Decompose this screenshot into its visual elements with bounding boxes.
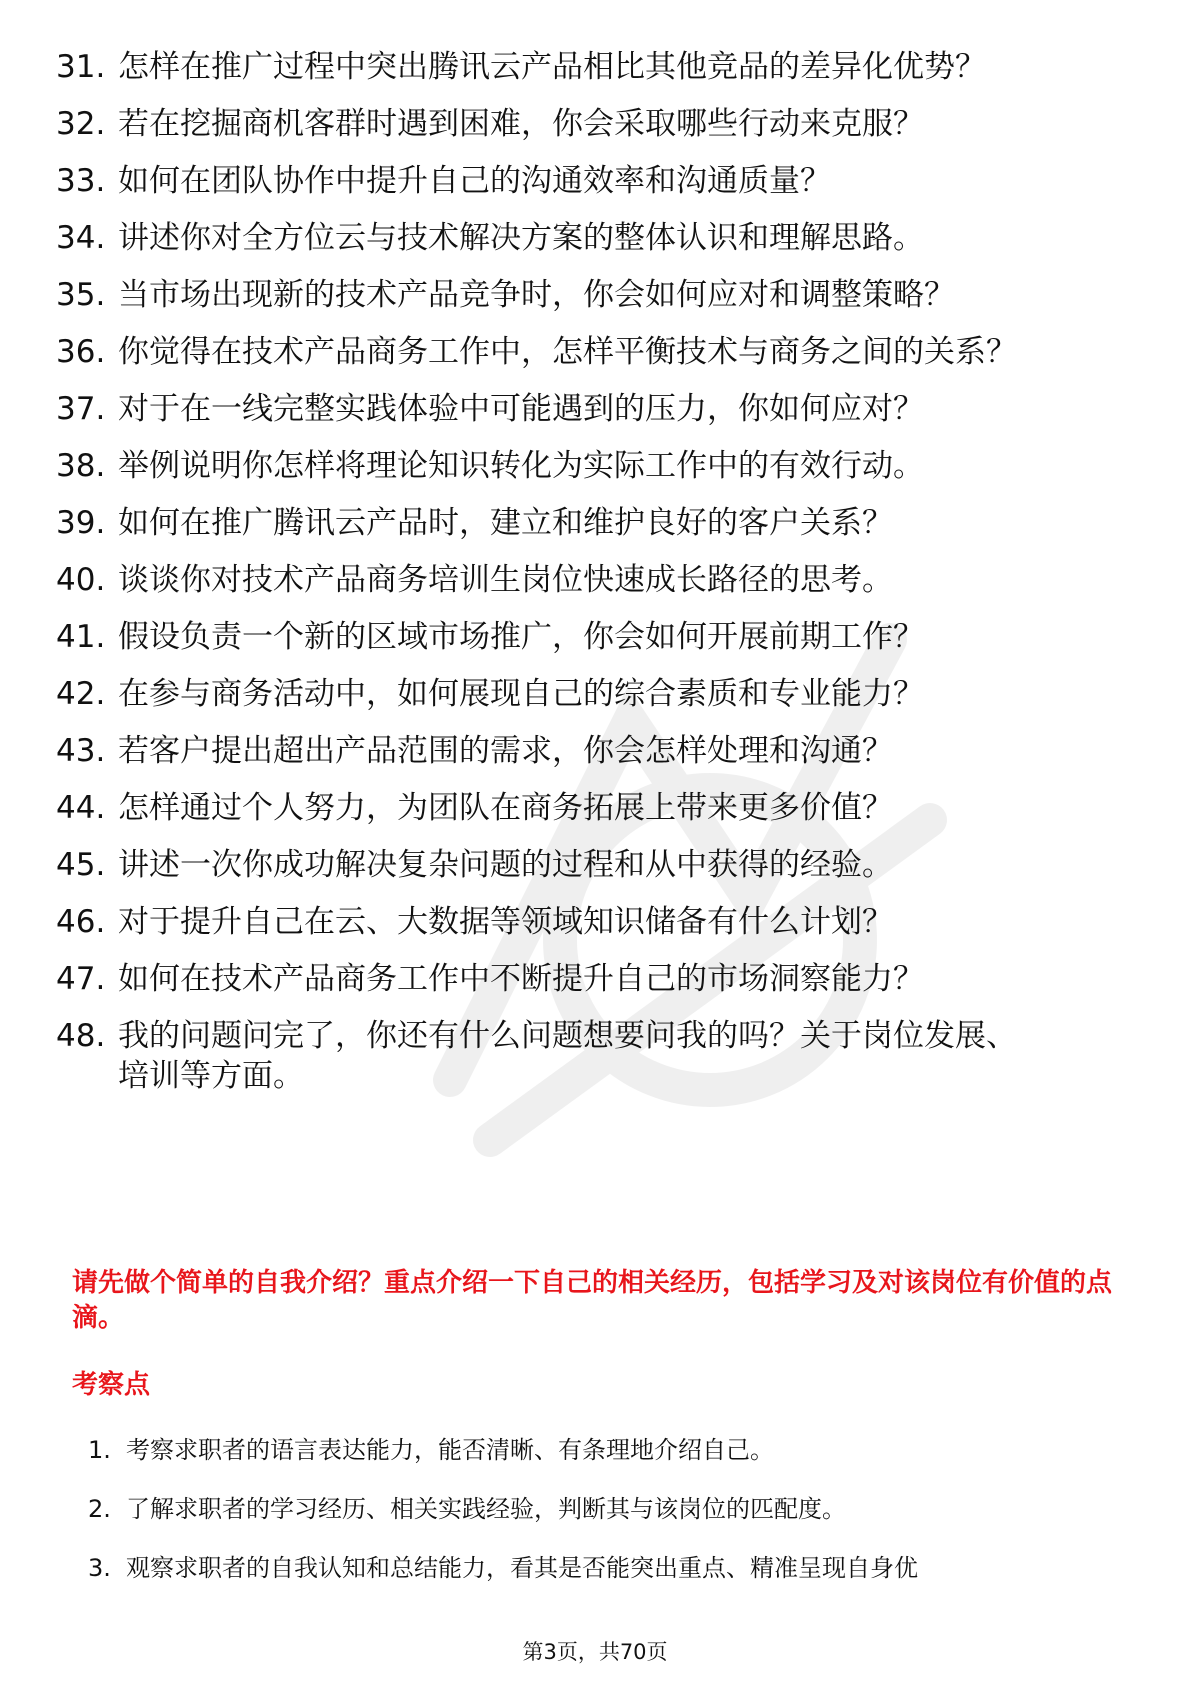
- point-text: 考察求职者的语言表达能力，能否清晰、有条理地介绍自己。: [126, 1436, 774, 1464]
- point-number: 3.: [88, 1554, 111, 1582]
- question-text: 若客户提出超出产品范围的需求，你会怎样处理和沟通？: [118, 733, 893, 769]
- list-item: [56, 104, 1136, 144]
- question-number: 35.: [56, 277, 106, 313]
- point-text: 了解求职者的学习经历、相关实践经验，判断其与该岗位的匹配度。: [126, 1495, 846, 1523]
- question-text: 我的问题问完了，你还有什么问题想要问我的吗？关于岗位发展、培训等方面。: [118, 1018, 1017, 1094]
- question-number: 47.: [56, 961, 106, 997]
- question-number: 36.: [56, 334, 106, 370]
- question-number: 48.: [56, 1018, 106, 1054]
- question-text: 谈谈你对技术产品商务培训生岗位快速成长路径的思考。: [118, 562, 893, 598]
- list-item: [56, 959, 1136, 999]
- list-item: [88, 1493, 1128, 1525]
- list-item: [56, 218, 1136, 258]
- section-heading: 考察点: [72, 1370, 151, 1400]
- question-number: 39.: [56, 505, 106, 541]
- list-item: [56, 845, 1136, 885]
- question-number: 41.: [56, 619, 106, 655]
- list-item: [56, 275, 1136, 315]
- question-number: 37.: [56, 391, 106, 427]
- assessment-points-list: [88, 1434, 1128, 1611]
- question-text: 对于在一线完整实践体验中可能遇到的压力，你如何应对？: [118, 391, 924, 427]
- point-number: 1.: [88, 1436, 111, 1464]
- question-text: 如何在团队协作中提升自己的沟通效率和沟通质量？: [118, 163, 831, 199]
- question-number: 31.: [56, 49, 106, 85]
- question-number: 40.: [56, 562, 106, 598]
- self-intro-prompt: 请先做个简单的自我介绍？重点介绍一下自己的相关经历，包括学习及对该岗位有价值的点滴。: [72, 1268, 1113, 1333]
- list-item: [56, 503, 1136, 543]
- question-number: 42.: [56, 676, 106, 712]
- question-number: 46.: [56, 904, 106, 940]
- list-item: [56, 617, 1136, 657]
- question-number: 34.: [56, 220, 106, 256]
- question-text: 讲述你对全方位云与技术解决方案的整体认识和理解思路。: [118, 220, 924, 256]
- question-number: 43.: [56, 733, 106, 769]
- question-text: 当市场出现新的技术产品竞争时，你会如何应对和调整策略？: [118, 277, 955, 313]
- question-number: 33.: [56, 163, 106, 199]
- question-text: 在参与商务活动中，如何展现自己的综合素质和专业能力？: [118, 676, 924, 712]
- list-item: [56, 161, 1136, 201]
- page-footer: 第3页，共70页: [522, 1640, 668, 1664]
- question-number: 38.: [56, 448, 106, 484]
- question-text: 若在挖掘商机客群时遇到困难，你会采取哪些行动来克服？: [118, 106, 924, 142]
- question-number: 44.: [56, 790, 106, 826]
- question-text: 如何在推广腾讯云产品时，建立和维护良好的客户关系？: [118, 505, 893, 541]
- question-text: 怎样通过个人努力，为团队在商务拓展上带来更多价值？: [118, 790, 893, 826]
- question-text: 怎样在推广过程中突出腾讯云产品相比其他竞品的差异化优势？: [118, 49, 986, 85]
- list-item: [88, 1434, 1128, 1466]
- question-list: [56, 47, 1136, 1113]
- list-item: [56, 389, 1136, 429]
- list-item: [56, 1016, 1136, 1096]
- question-text: 讲述一次你成功解决复杂问题的过程和从中获得的经验。: [118, 847, 893, 883]
- question-text: 如何在技术产品商务工作中不断提升自己的市场洞察能力？: [118, 961, 924, 997]
- question-text: 假设负责一个新的区域市场推广，你会如何开展前期工作？: [118, 619, 924, 655]
- list-item: [56, 47, 1136, 87]
- list-item: [56, 674, 1136, 714]
- point-number: 2.: [88, 1495, 111, 1523]
- question-number: 45.: [56, 847, 106, 883]
- list-item: [56, 788, 1136, 828]
- list-item: [56, 446, 1136, 486]
- point-text: 观察求职者的自我认知和总结能力，看其是否能突出重点、精准呈现自身优: [126, 1554, 918, 1582]
- list-item: [56, 332, 1136, 372]
- list-item: [88, 1552, 1128, 1584]
- list-item: [56, 902, 1136, 942]
- question-text: 对于提升自己在云、大数据等领域知识储备有什么计划？: [118, 904, 893, 940]
- question-text: 举例说明你怎样将理论知识转化为实际工作中的有效行动。: [118, 448, 924, 484]
- question-number: 32.: [56, 106, 106, 142]
- list-item: [56, 731, 1136, 771]
- question-text: 你觉得在技术产品商务工作中，怎样平衡技术与商务之间的关系？: [118, 334, 1017, 370]
- list-item: [56, 560, 1136, 600]
